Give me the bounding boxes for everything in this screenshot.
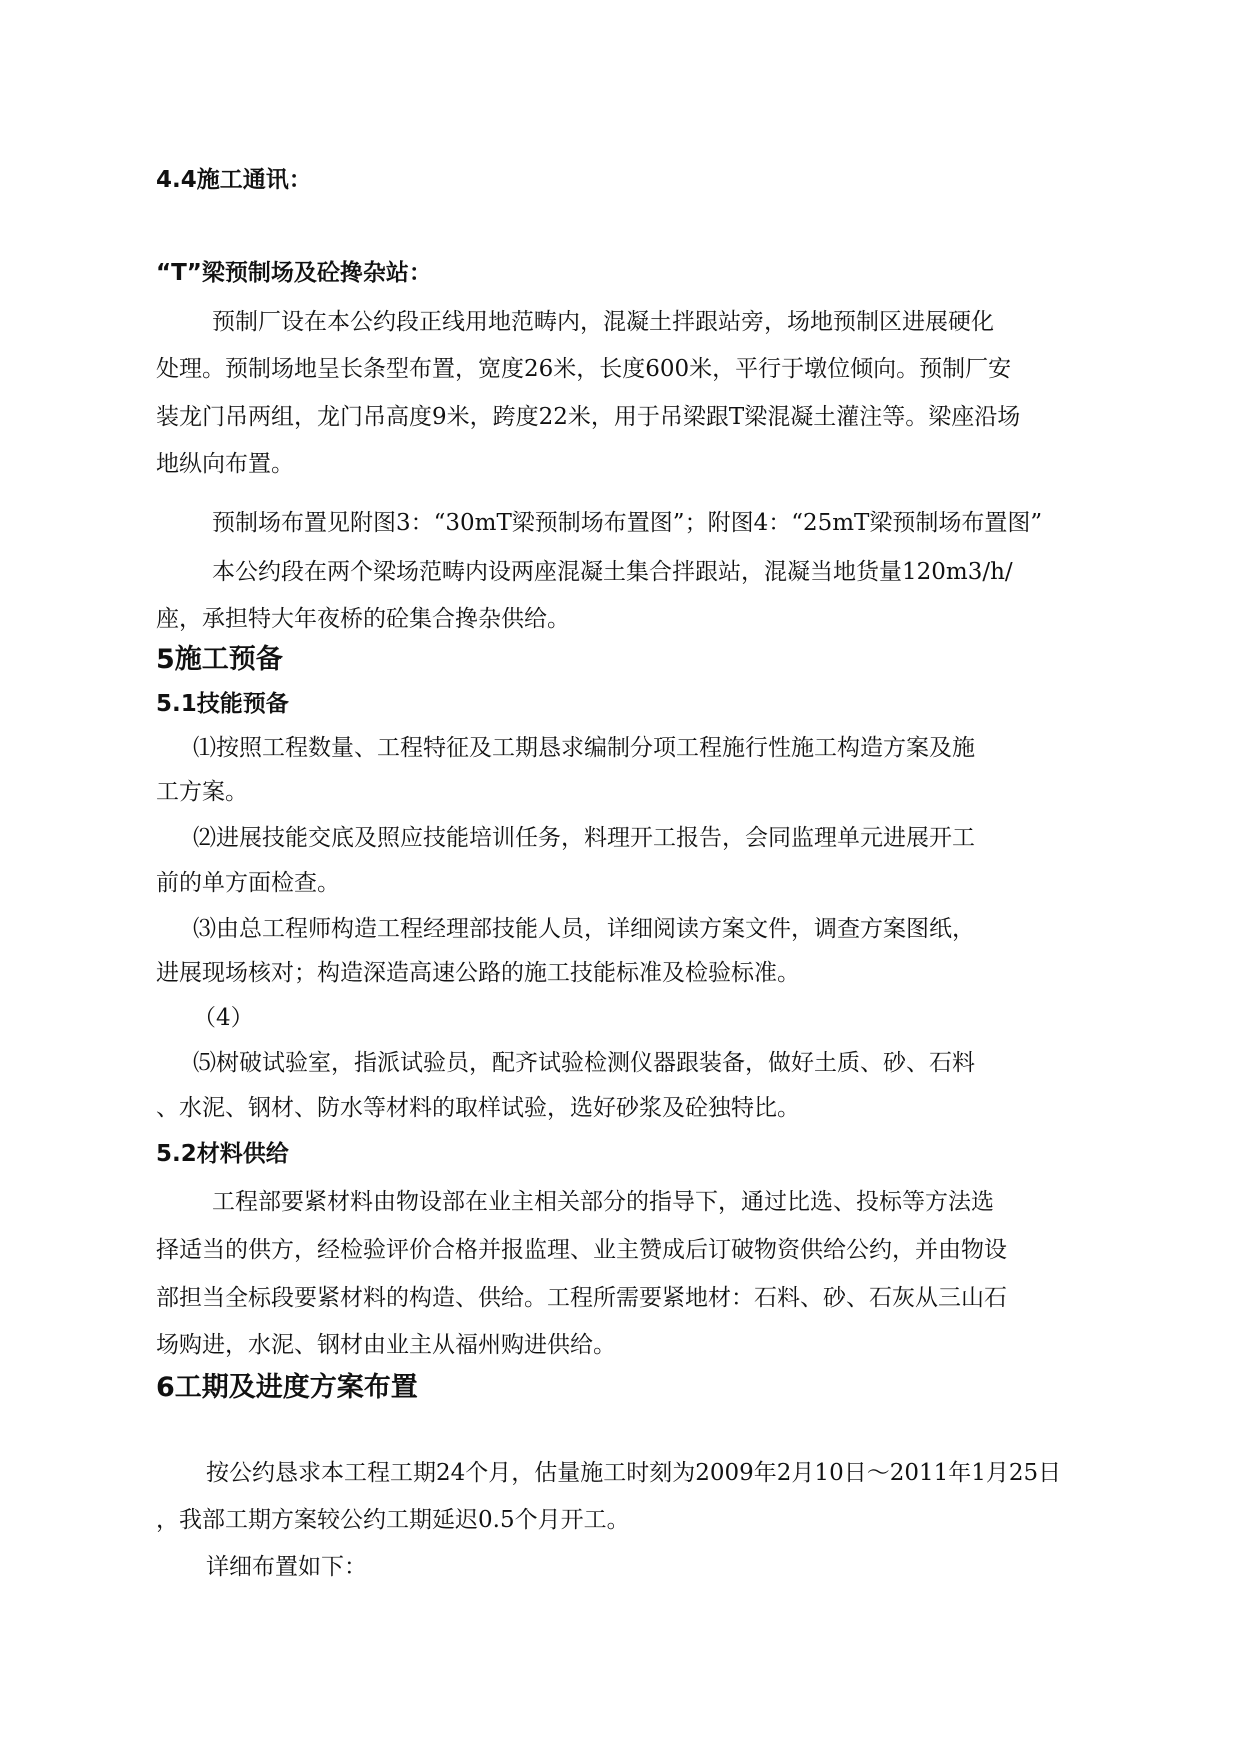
list-item-line: 前的单方面检查。 xyxy=(156,870,340,896)
list-item-line: ⑴按照工程数量、工程特征及工期恳求编制分项工程施行性施工构造方案及施 xyxy=(193,735,975,761)
section-5-2-heading: 5.2材料供给 xyxy=(156,1141,289,1167)
t-beam-subheading: “T”梁预制场及砼搀杂站： xyxy=(156,260,432,286)
section-4-4-heading: 4.4施工通讯： xyxy=(156,167,312,193)
para-line: 部担当全标段要紧材料的构造、供给。工程所需要紧地材：石料、砂、石灰从三山石 xyxy=(156,1285,1007,1311)
list-item-line: ⑶由总工程师构造工程经理部技能人员，详细阅读方案文件，调查方案图纸， xyxy=(193,916,975,942)
para-line: 择适当的供方，经检验评价合格并报监理、业主赞成后订破物资供给公约，并由物设 xyxy=(156,1237,1007,1263)
section-5-heading: 5施工预备 xyxy=(156,644,283,675)
list-item-line: （4） xyxy=(193,1005,254,1031)
list-item-line: 、水泥、钢材、防水等材料的取样试验，选好砂浆及砼独特比。 xyxy=(156,1095,800,1121)
para-line: ，我部工期方案较公约工期延迟0.5个月开工。 xyxy=(156,1507,630,1533)
para-line: 详细布置如下： xyxy=(206,1554,367,1580)
para-line: 按公约恳求本工程工期24个月，估量施工时刻为2009年2月10日～2011年1月25日 xyxy=(206,1460,1062,1486)
list-item-line: 工方案。 xyxy=(156,779,248,805)
section-5-1-heading: 5.1技能预备 xyxy=(156,691,289,717)
para-line: 处理。预制场地呈长条型布置，宽度26米，长度600米，平行于墩位倾向。预制厂安 xyxy=(156,356,1012,382)
list-item-line: ⑸树破试验室，指派试验员，配齐试验检测仪器跟装备，做好土质、砂、石料 xyxy=(193,1050,975,1076)
list-item-line: ⑵进展技能交底及照应技能培训任务，料理开工报告，会同监理单元进展开工 xyxy=(193,825,975,851)
list-item-line: 进展现场核对；构造深造高速公路的施工技能标准及检验标准。 xyxy=(156,960,800,986)
para-line: 预制场布置见附图3：“30mT梁预制场布置图”；附图4：“25mT梁预制场布置图” xyxy=(212,510,1043,536)
para-line: 座，承担特大年夜桥的砼集合搀杂供给。 xyxy=(156,606,570,632)
para-line: 地纵向布置。 xyxy=(156,451,294,477)
para-line: 装龙门吊两组，龙门吊高度9米，跨度22米，用于吊梁跟T梁混凝土灌注等。梁座沿场 xyxy=(156,404,1021,430)
para-line: 场购进，水泥、钢材由业主从福州购进供给。 xyxy=(156,1332,616,1358)
para-line: 工程部要紧材料由物设部在业主相关部分的指导下，通过比选、投标等方法选 xyxy=(212,1189,994,1215)
para-line: 预制厂设在本公约段正线用地范畴内，混凝土拌跟站旁，场地预制区进展硬化 xyxy=(212,309,994,335)
para-line: 本公约段在两个梁场范畴内设两座混凝土集合拌跟站，混凝当地货量120m3/h/ xyxy=(212,559,1013,585)
section-6-heading: 6工期及进度方案布置 xyxy=(156,1372,418,1403)
